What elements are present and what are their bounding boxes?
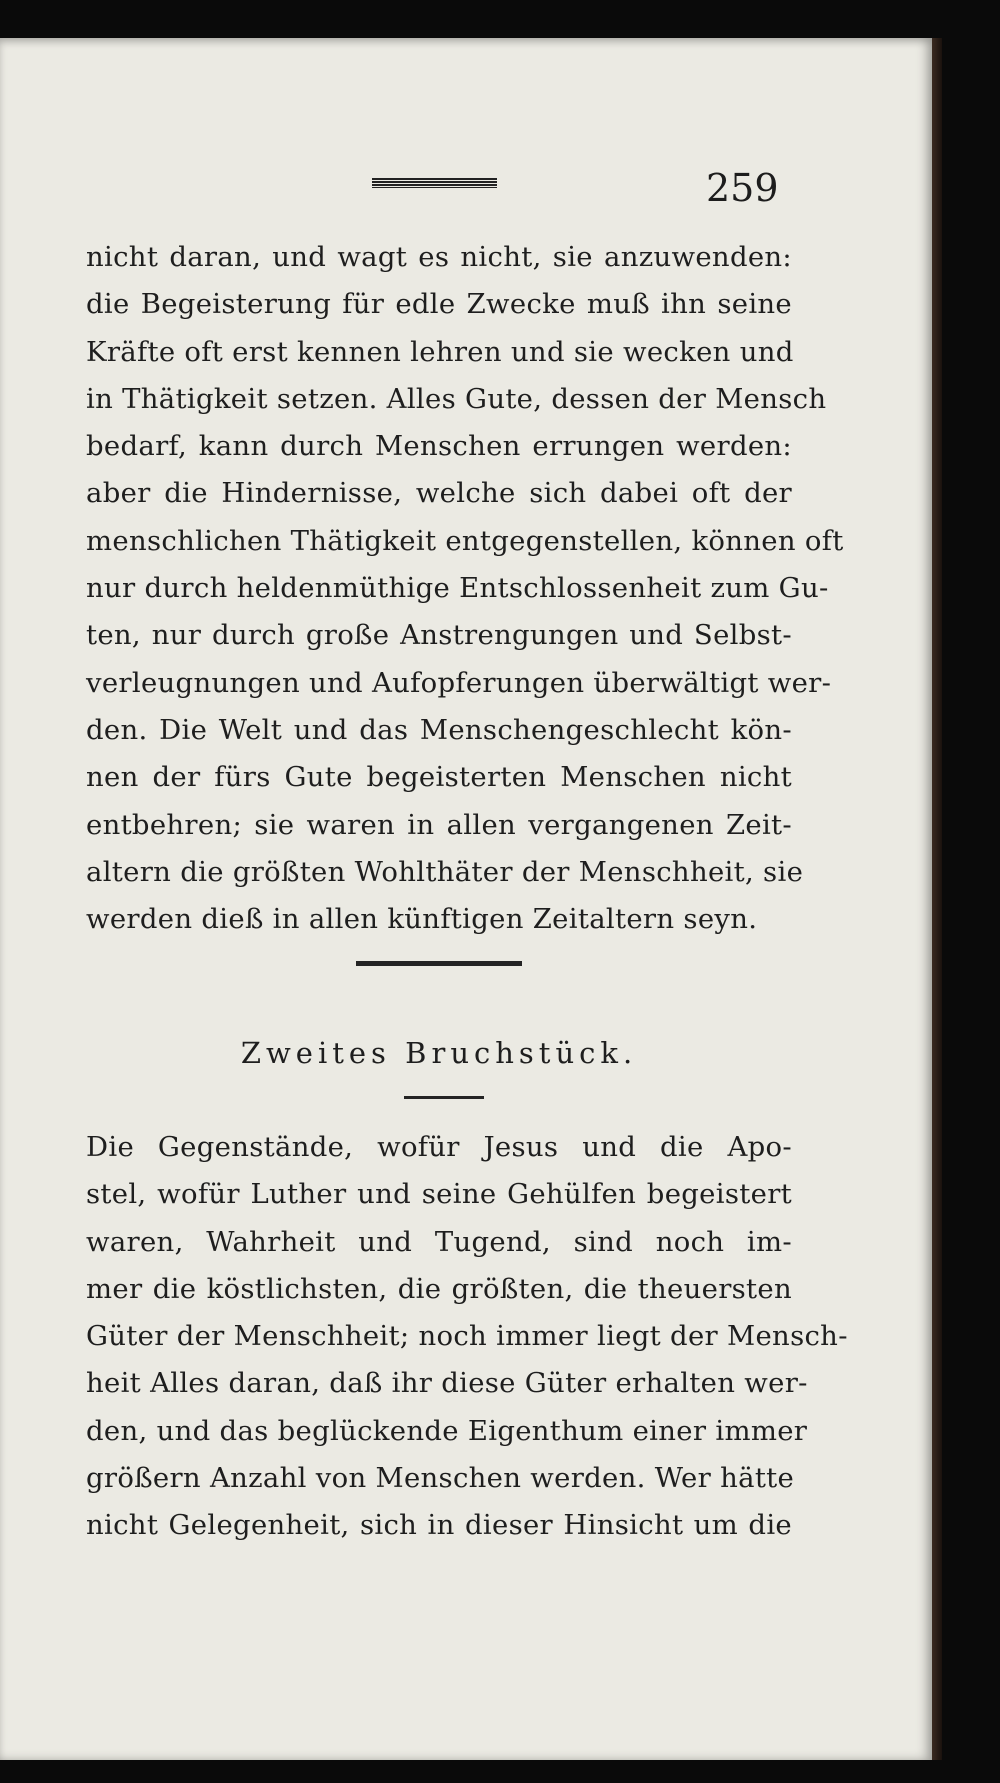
text-line: altern die größten Wohlthäter der Menschheit, sie	[86, 855, 804, 888]
page-edge	[932, 38, 942, 1760]
text-line: stel, wofür Luther und seine Gehülfen begeistert	[86, 1178, 792, 1211]
text-line: entbehren; sie waren in allen vergangenen Zeit-	[86, 808, 792, 841]
text-line: den, und das beglückende Eigenthum einer immer	[86, 1414, 808, 1447]
section-separator	[356, 961, 522, 966]
text-line: aber die Hindernisse, welche sich dabei oft der	[86, 477, 792, 510]
text-line: nicht daran, und wagt es nicht, sie anzuwenden:	[86, 241, 792, 273]
header-ornament-rule	[372, 178, 497, 188]
text-line: werden dieß in allen künftigen Zeitaltern seyn.	[86, 903, 758, 936]
text-line: verleugnungen und Aufopferungen überwältigt wer-	[86, 666, 832, 699]
text-line: größern Anzahl von Menschen werden. Wer hätte	[86, 1462, 795, 1495]
text-line: menschlichen Thätigkeit entgegenstellen, können oft	[86, 524, 844, 557]
page-number: 259	[706, 166, 779, 210]
text-line: ten, nur durch große Anstrengungen und Selbst-	[86, 619, 792, 652]
section-title: Zweites Bruchstück.	[240, 1036, 638, 1070]
text-line: nur durch heldenmüthige Entschlossenheit zum Gu-	[86, 572, 829, 605]
title-underline	[404, 1096, 484, 1099]
text-line: mer die köstlichsten, die größten, die theuersten	[86, 1272, 792, 1305]
text-line: nen der fürs Gute begeisterten Menschen nicht	[86, 761, 792, 794]
text-line: waren, Wahrheit und Tugend, sind noch im-	[86, 1225, 792, 1258]
text-line: heit Alles daran, daß ihr diese Güter erhalten wer-	[86, 1367, 808, 1400]
text-line: Güter der Menschheit; noch immer liegt der Mensch-	[86, 1320, 848, 1353]
text-line: nicht Gelegenheit, sich in dieser Hinsicht um die	[86, 1509, 792, 1542]
text-line: die Begeisterung für edle Zwecke muß ihn seine	[86, 288, 792, 321]
text-line: in Thätigkeit setzen. Alles Gute, dessen der Mensch	[86, 382, 827, 415]
paragraph-1	[86, 234, 844, 943]
text-line: bedarf, kann durch Menschen errungen werden:	[86, 430, 792, 463]
text-line: Kräfte oft erst kennen lehren und sie wecken und	[86, 335, 794, 368]
paragraph-2	[86, 1124, 848, 1550]
text-line: Die Gegenstände, wofür Jesus und die Apo-	[86, 1131, 792, 1163]
text-line: den. Die Welt und das Menschengeschlecht kön-	[86, 713, 792, 746]
